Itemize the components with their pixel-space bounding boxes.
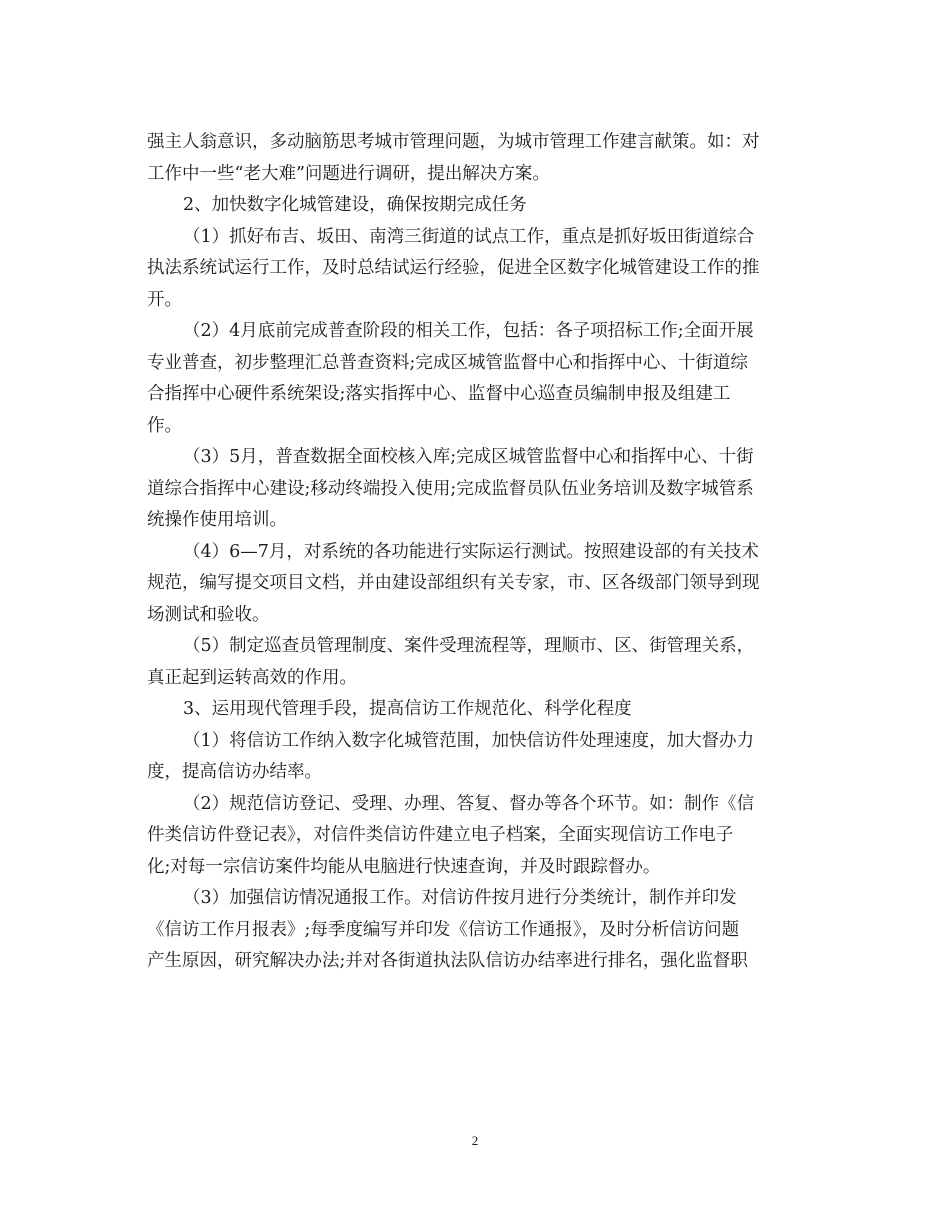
text-line: 道综合指挥中心建设;移动终端投入使用;完成监督员队伍业务培训及数字城管系 bbox=[147, 478, 754, 499]
text-line: 度，提高信访办结率。 bbox=[147, 762, 322, 782]
text-line: 工作中一些“老大难”问题进行调研，提出解决方案。 bbox=[147, 163, 550, 184]
page-number: 2 bbox=[471, 1133, 479, 1148]
text-line: 规范，编写提交项目文档，并由建设部组织有关专家，市、区各级部门领导到现 bbox=[147, 573, 760, 593]
text-line: （5）制定巡查员管理制度、案件受理流程等，理顺市、区、街管理关系， bbox=[183, 636, 755, 656]
text-line: 场测试和验收。 bbox=[147, 604, 270, 625]
text-line: （2）4月底前完成普查阶段的相关工作，包括：各子项招标工作;全面开展 bbox=[183, 321, 754, 341]
text-line: （2）规范信访登记、受理、办理、答复、督办等各个环节。如：制作《信 bbox=[183, 793, 755, 814]
paragraph bbox=[147, 883, 807, 978]
text-line: 产生原因，研究解决办法;并对各街道执法队信访办结率进行排名，强化监督职 bbox=[147, 951, 748, 971]
paragraph bbox=[147, 631, 807, 694]
paragraph bbox=[147, 127, 807, 190]
text-line: 《信访工作月报表》;每季度编写并印发《信访工作通报》，及时分析信访问题 bbox=[147, 919, 740, 940]
text-line: 统操作使用培训。 bbox=[147, 510, 287, 530]
text-line: 专业普查，初步整理汇总普查资料;完成区城管监督中心和指挥中心、十街道综 bbox=[147, 352, 748, 373]
paragraph bbox=[147, 726, 807, 789]
body-text bbox=[147, 127, 807, 978]
paragraph bbox=[147, 316, 807, 442]
paragraph bbox=[147, 537, 807, 632]
paragraph bbox=[147, 442, 807, 537]
text-line: 执法系统试运行工作，及时总结试运行经验，促进全区数字化城管建设工作的推 bbox=[147, 258, 760, 278]
text-line: （3）加强信访情况通报工作。对信访件按月进行分类统计，制作并印发 bbox=[183, 888, 737, 908]
paragraph bbox=[147, 694, 807, 726]
paragraph bbox=[147, 789, 807, 884]
text-line: 作。 bbox=[147, 415, 182, 436]
text-line: 2、加快数字化城管建设，确保按期完成任务 bbox=[183, 195, 527, 215]
text-line: （4）6—7月，对系统的各功能进行实际运行测试。按照建设部的有关技术 bbox=[183, 541, 759, 562]
paragraph bbox=[147, 190, 807, 222]
paragraph bbox=[147, 222, 807, 317]
text-line: （1）将信访工作纳入数字化城管范围，加快信访件处理速度，加大督办力 bbox=[183, 730, 755, 751]
text-line: 合指挥中心硬件系统架设;落实指挥中心、监督中心巡查员编制申报及组建工 bbox=[147, 384, 731, 404]
text-line: 件类信访件登记表》，对信件类信访件建立电子档案，全面实现信访工作电子 bbox=[147, 825, 734, 845]
text-line: （3）5月，普查数据全面校核入库;完成区城管监督中心和指挥中心、十街 bbox=[183, 447, 754, 467]
text-line: （1）抓好布吉、坂田、南湾三街道的试点工作，重点是抓好坂田街道综合 bbox=[183, 226, 755, 247]
text-line: 开。 bbox=[147, 289, 182, 310]
text-line: 化;对每一宗信访案件均能从电脑进行快速查询，并及时跟踪督办。 bbox=[147, 856, 661, 877]
text-line: 3、运用现代管理手段，提高信访工作规范化、科学化程度 bbox=[183, 699, 632, 719]
text-line: 真正起到运转高效的作用。 bbox=[147, 667, 357, 688]
text-line: 强主人翁意识，多动脑筋思考城市管理问题，为城市管理工作建言献策。如：对 bbox=[147, 132, 760, 152]
